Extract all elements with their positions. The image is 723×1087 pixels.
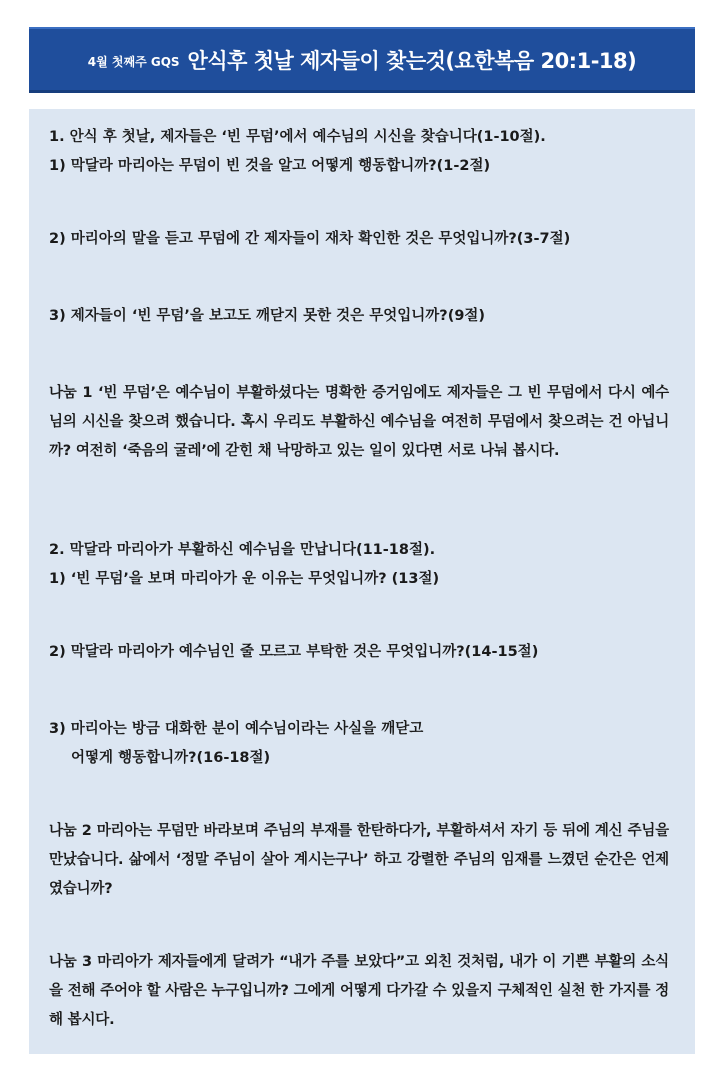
question-2-2-block xyxy=(49,638,669,667)
question-1-2-block xyxy=(49,225,669,254)
page-title: 안식후 첫날 제자들이 찾는것(요한복음 20:1-18) xyxy=(187,48,637,73)
question-2-3-continued: 어떻게 행동합니까?(16-18절) xyxy=(71,750,271,766)
section-1-heading: 1. 안식 후 첫날, 제자들은 ‘빈 무덤’에서 예수님의 시신을 찾습니다(1-10절). xyxy=(49,129,546,145)
question-2-1: 1) ‘빈 무덤’을 보며 마리아가 운 이유는 무엇입니까? (13절) xyxy=(49,571,440,587)
share-2: 나눔 2 마리아는 무덤만 바라보며 주님의 부재를 한탄하다가, 부활하셔서 자기 등 뒤에 계신 주님을 만났습니다. 삶에서 ‘정말 주님이 살아 계시는구나’ 하고 강렬한 주님의 임재를 느꼈던 순간은 언제였습니까? xyxy=(49,823,669,897)
week-label: 4월 첫째주 GQS xyxy=(87,55,180,69)
content-panel xyxy=(29,109,695,1054)
section-2-heading: 2. 막달라 마리아가 부활하신 예수님을 만납니다(11-18절). xyxy=(49,542,436,558)
section-2-intro xyxy=(49,536,669,594)
question-2-2: 2) 막달라 마리아가 예수님인 줄 모르고 부탁한 것은 무엇입니까?(14-15절) xyxy=(49,644,539,660)
question-2-3-block xyxy=(49,715,669,773)
share-1: 나눔 1 ‘빈 무덤’은 예수님이 부활하셨다는 명확한 증거임에도 제자들은 그 빈 무덤에서 다시 예수님의 시신을 찾으려 했습니다. 혹시 우리도 부활하신 예수님을 여전히 무덤에서 찾으려는 건 아닙니까? 여전히 ‘죽음의 굴레’에 갇힌 채 낙망하고 있는 일이 있다면 서로 나눠 봅시다. xyxy=(49,385,669,459)
question-2-3: 3) 마리아는 방금 대화한 분이 예수님이라는 사실을 깨닫고 xyxy=(49,721,424,737)
question-1-3: 3) 제자들이 ‘빈 무덤’을 보고도 깨닫지 못한 것은 무엇입니까?(9절) xyxy=(49,308,486,324)
question-1-3-block xyxy=(49,302,669,331)
question-1-2: 2) 마리아의 말을 듣고 무덤에 간 제자들이 재차 확인한 것은 무엇입니까?(3-7절) xyxy=(49,231,571,247)
question-1-1: 1) 막달라 마리아는 무덤이 빈 것을 알고 어떻게 행동합니까?(1-2절) xyxy=(49,158,491,174)
section-1-intro xyxy=(49,123,669,181)
title-banner xyxy=(29,27,695,93)
share-3: 나눔 3 마리아가 제자들에게 달려가 “내가 주를 보았다”고 외친 것처럼, 내가 이 기쁜 부활의 소식을 전해 주어야 할 사람은 누구입니까? 그에게 어떻게 다가갈 수 있을지 구체적인 실천 한 가지를 정해 봅시다. xyxy=(49,954,669,1028)
